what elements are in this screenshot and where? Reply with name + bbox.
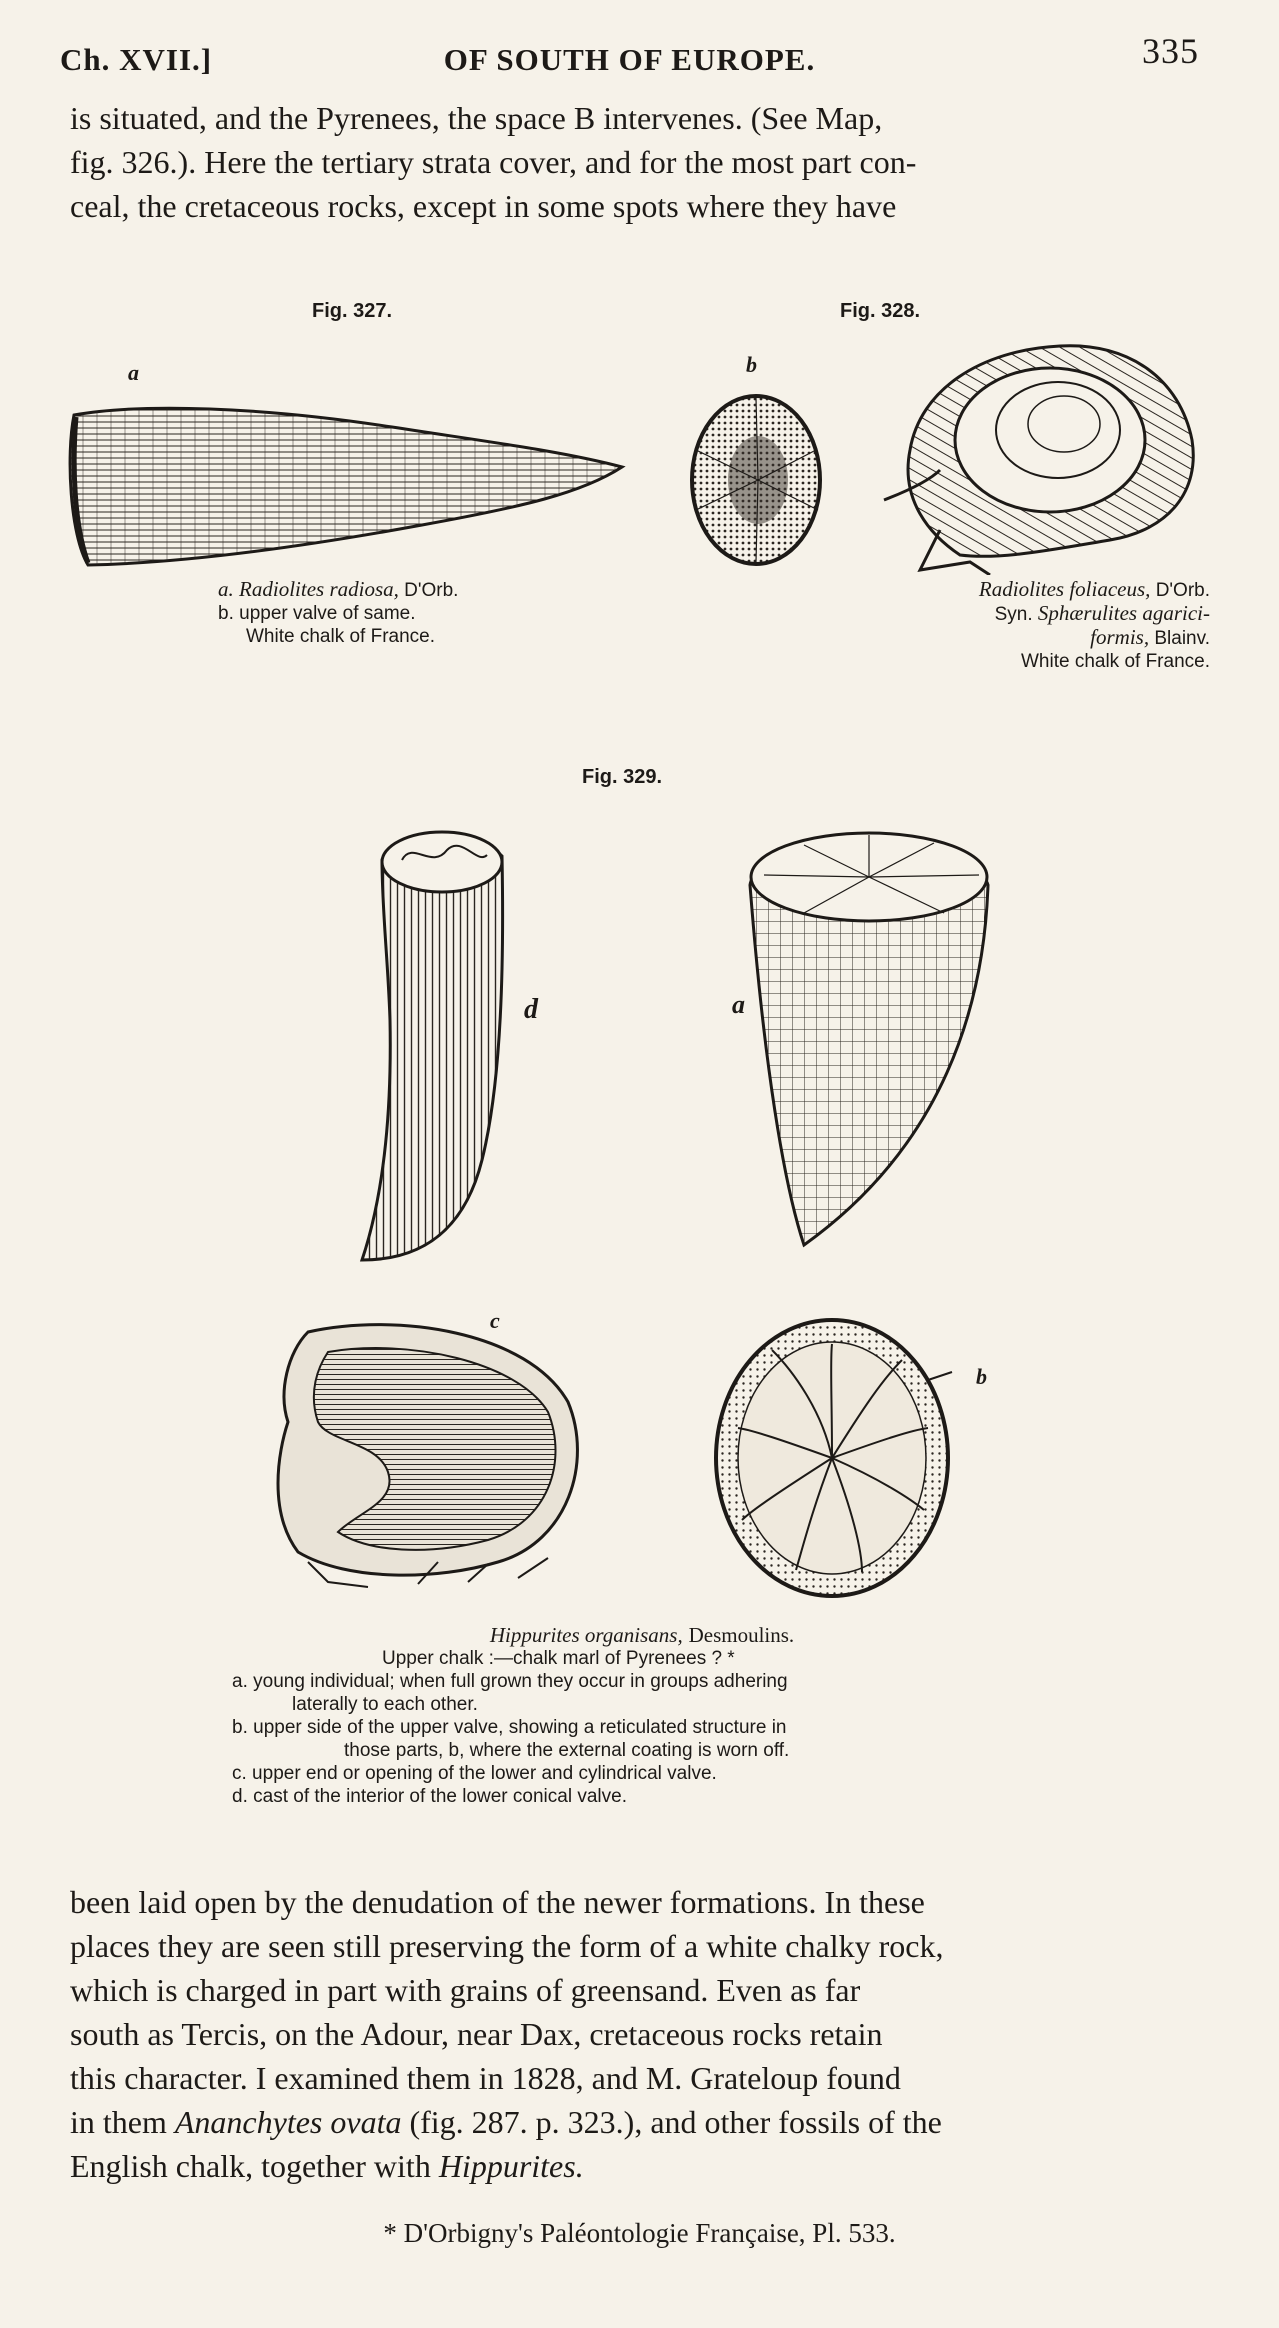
text-line: ceal, the cretaceous rocks, except in some spots where they have	[70, 188, 897, 224]
hippurites-young-individual-illustration	[744, 825, 994, 1250]
radiolites-radiosa-illustration	[62, 395, 632, 580]
caption-line	[880, 626, 1210, 650]
text-span: in them	[70, 2104, 167, 2140]
radiolites-foliaceus-illustration	[880, 330, 1200, 575]
species-author: D'Orb.	[404, 580, 459, 601]
caption-line: White chalk of France.	[246, 626, 436, 647]
hippurites-cast-illustration	[352, 820, 512, 1270]
fig-329-letter-b: b	[976, 1364, 987, 1389]
radiolites-upper-valve-illustration	[686, 390, 826, 570]
species-name: Ananchytes ovata	[174, 2104, 402, 2140]
hippurites-lower-valve-opening-illustration	[268, 1312, 586, 1594]
top-paragraph	[70, 96, 1200, 228]
fig-329-caption	[232, 1624, 1052, 1808]
caption-line	[880, 602, 1210, 626]
species-name: Hippurites organisans,	[489, 1623, 683, 1647]
fig-327-letter-b: b	[746, 352, 757, 377]
text-line	[70, 2100, 1200, 2144]
fig-329-letter-c: c	[490, 1308, 500, 1333]
caption-line: White chalk of France.	[1020, 651, 1210, 672]
text-line: is situated, and the Pyrenees, the space B intervenes. (See Map,	[70, 100, 883, 136]
hippurites-upper-valve-illustration	[712, 1310, 972, 1600]
fig-327-letter-a: a	[128, 360, 139, 385]
text-line	[70, 2144, 1200, 2188]
text-line: south as Tercis, on the Adour, near Dax, cretaceous rocks retain	[70, 2016, 883, 2052]
caption-line: a. young individual; when full grown they occur in groups adhering	[232, 1671, 788, 1692]
fig-327-label: Fig. 327.	[312, 300, 393, 322]
page-number: 335	[1142, 31, 1199, 71]
caption-line: b. upper side of the upper valve, showing a reticulated structure in	[232, 1717, 787, 1738]
caption-line: Upper chalk :—chalk marl of Pyrenees ? *	[382, 1648, 735, 1669]
caption-line	[218, 578, 638, 602]
text-span: English chalk, together with	[70, 2148, 431, 2184]
fig-329-label: Fig. 329.	[582, 766, 663, 788]
caption-letter: a.	[218, 577, 234, 601]
fig-328-label: Fig. 328.	[840, 300, 921, 322]
footnote: * D'Orbigny's Paléontologie Française, Pl. 533.	[383, 2218, 896, 2248]
bottom-paragraph	[70, 1880, 1200, 2188]
caption-line	[880, 578, 1210, 602]
species-name: Radiolites radiosa,	[239, 577, 399, 601]
fig-328-caption	[880, 578, 1210, 673]
synonym-prefix: Syn.	[994, 604, 1033, 625]
caption-line: b. upper valve of same.	[218, 603, 416, 624]
species-author: Desmoulins.	[688, 1623, 795, 1647]
chapter-label: Ch. XVII.]	[60, 42, 213, 77]
caption-line: those parts, b, where the external coating is worn off.	[344, 1740, 790, 1761]
fig-327-caption	[218, 578, 638, 648]
text-line: fig. 326.). Here the tertiary strata cover, and for the most part con-	[70, 144, 917, 180]
text-line: places they are seen still preserving the form of a white chalky rock,	[70, 1928, 944, 1964]
species-author: D'Orb.	[1155, 580, 1210, 601]
text-span: (fig. 287. p. 323.), and other fossils of the	[409, 2104, 942, 2140]
text-line: which is charged in part with grains of greensand. Even as far	[70, 1972, 861, 2008]
page-title: OF SOUTH OF EUROPE.	[443, 42, 816, 77]
text-line: this character. I examined them in 1828, and M. Grateloup found	[70, 2060, 901, 2096]
fig-329-letter-a: a	[732, 990, 745, 1019]
caption-line: d. cast of the interior of the lower conical valve.	[232, 1786, 627, 1807]
caption-line: laterally to each other.	[292, 1694, 478, 1715]
synonym-author: Blainv.	[1154, 628, 1210, 649]
synonym-name: formis,	[1090, 625, 1150, 649]
species-name: Hippurites.	[438, 2148, 584, 2184]
text-line: been laid open by the denudation of the newer formations. In these	[70, 1884, 925, 1920]
running-header	[60, 30, 1199, 80]
caption-line: c. upper end or opening of the lower and cylindrical valve.	[232, 1763, 717, 1784]
caption-line	[232, 1624, 1052, 1647]
species-name: Radiolites foliaceus,	[978, 577, 1151, 601]
synonym-name: Sphærulites agarici-	[1037, 601, 1210, 625]
fig-329-letter-d: d	[524, 994, 538, 1025]
